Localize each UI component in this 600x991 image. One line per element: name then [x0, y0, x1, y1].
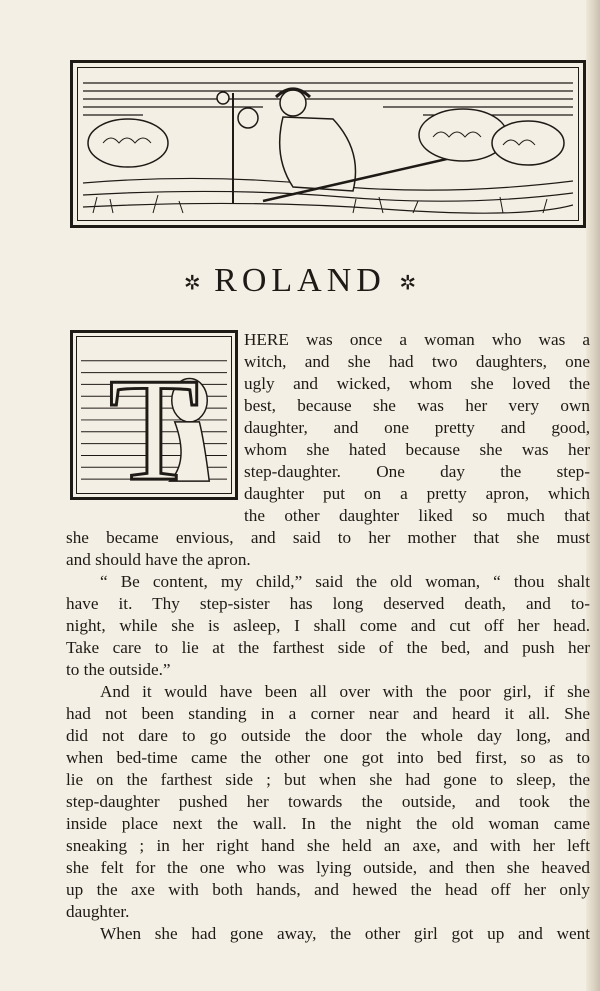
- text-line: to the outside.”: [66, 660, 171, 679]
- story-title: [0, 262, 600, 300]
- text-line: inside place next the wall. In the night the old woman came: [66, 814, 590, 833]
- title-text: ROLAND: [214, 262, 386, 299]
- text-line: daughter put on a pretty apron, which: [244, 484, 590, 503]
- text-line: ugly and wicked, whom she loved the: [244, 374, 590, 393]
- text-line: lie on the farthest side ; but when she had gone to sleep, the: [66, 770, 590, 789]
- drop-cap-letter: T: [108, 348, 200, 489]
- text-line: up the axe with both hands, and hewed the head off her only: [66, 880, 590, 899]
- text-line: “ Be content, my child,” said the old woman, “ thou shalt: [100, 572, 590, 591]
- headpiece-illustration: [70, 60, 586, 228]
- text-line: Take care to lie at the farthest side of the bed, and push her: [66, 638, 590, 657]
- text-line: night, while she is asleep, I shall come and cut off her head.: [66, 616, 590, 635]
- text-line: the other daughter liked so much that: [244, 506, 590, 525]
- text-line: and should have the apron.: [66, 550, 251, 569]
- text-line: daughter.: [66, 902, 130, 921]
- story-text: [66, 329, 590, 945]
- shepherd-engraving: [83, 73, 573, 215]
- text-line: when bed-time came the other one got into bed first, so as to: [66, 748, 590, 767]
- text-line: whom she hated because she was her: [244, 440, 590, 459]
- ornament-right-icon: ✲: [399, 272, 417, 295]
- text-line: had not been standing in a corner near and heard it all. She: [66, 704, 590, 723]
- text-line: she became envious, and said to her mother that she must: [66, 528, 590, 547]
- text-line: HERE was once a woman who was a: [244, 330, 590, 349]
- text-line: daughter, and one pretty and good,: [244, 418, 590, 437]
- text-line: step-daughter. One day the step-: [244, 462, 590, 481]
- ornament-left-icon: ✲: [183, 272, 201, 295]
- text-line: step-daughter pushed her towards the outside, and took the: [66, 792, 590, 811]
- text-line: When she had gone away, the other girl got up and went: [100, 924, 590, 943]
- text-line: did not dare to go outside the door the whole day long, and: [66, 726, 590, 745]
- text-line: best, because she was her very own: [244, 396, 590, 415]
- text-line: And it would have been all over with the poor girl, if she: [100, 682, 590, 701]
- text-line: she felt for the one who was lying outside, and then she heaved: [66, 858, 590, 877]
- text-line: witch, and she had two daughters, one: [244, 352, 590, 371]
- text-line: sneaking ; in her right hand she held an axe, and with her left: [66, 836, 590, 855]
- text-line: have it. Thy step-sister has long deserved death, and to-: [66, 594, 590, 613]
